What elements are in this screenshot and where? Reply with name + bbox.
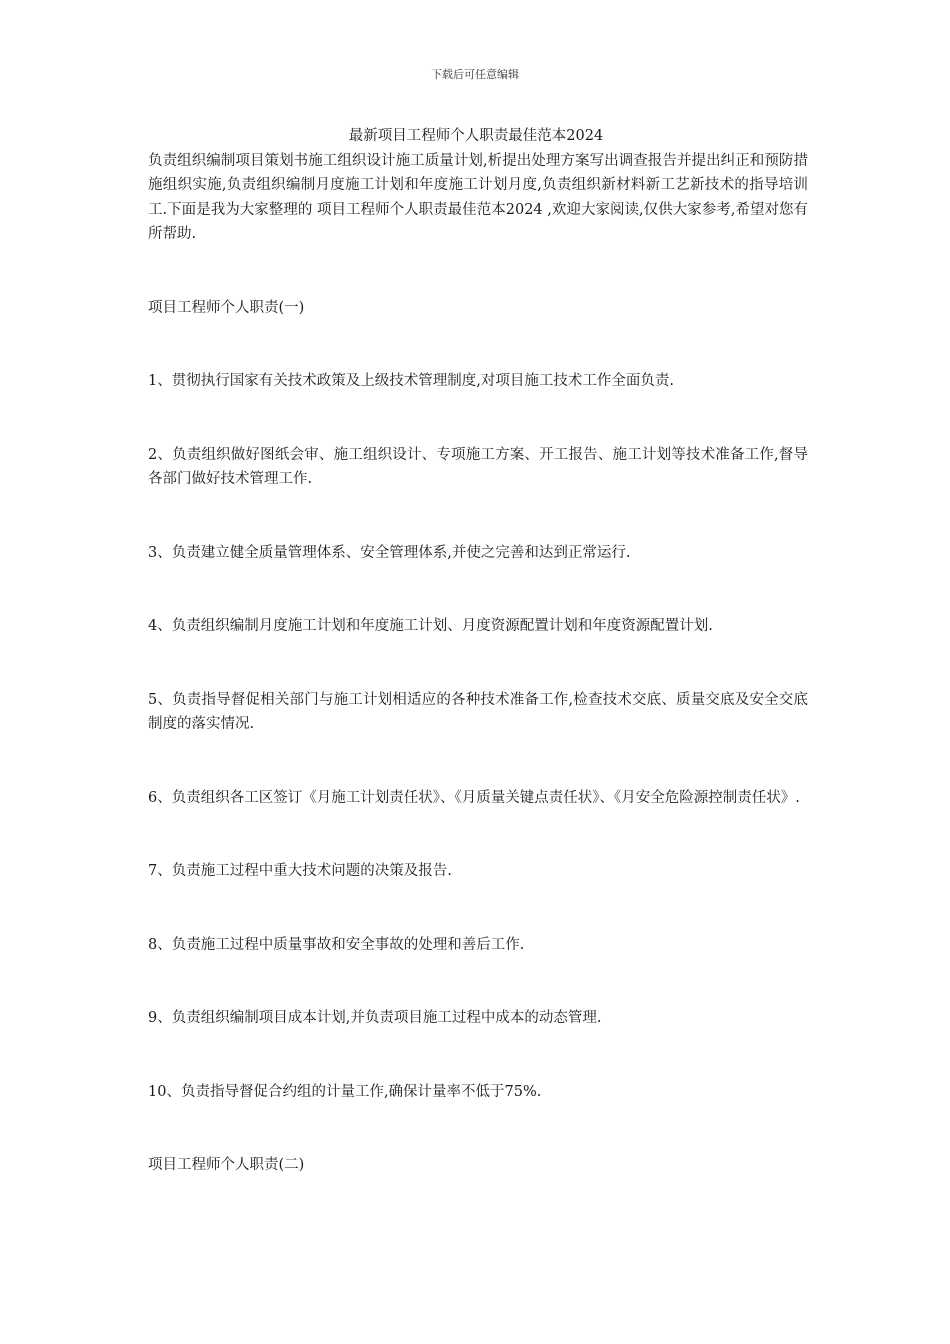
section-heading-2: 项目工程师个人职责(二)	[148, 1157, 305, 1173]
header-note: 下载后可任意编辑	[431, 68, 519, 81]
document-body	[144, 124, 808, 1178]
list-item: 2、负责组织做好图纸会审、施工组织设计、专项施工方案、开工报告、施工计划等技术准备工作,督导各部门做好技术管理工作.	[148, 446, 808, 487]
list-item: 4、负责组织编制月度施工计划和年度施工计划、月度资源配置计划和年度资源配置计划.	[148, 618, 713, 634]
section-heading-1: 项目工程师个人职责(一)	[148, 299, 305, 316]
list-item: 3、负责建立健全质量管理体系、安全管理体系,并使之完善和达到正常运行.	[148, 544, 631, 561]
list-item: 6、负责组织各工区签订《月施工计划责任状》、《月质量关键点责任状》、《月安全危险源控制责任状》.	[148, 789, 800, 806]
list-item: 9、负责组织编制项目成本计划,并负责项目施工过程中成本的动态管理.	[148, 1010, 602, 1026]
document-title: 最新项目工程师个人职责最佳范本2024	[348, 128, 604, 144]
list-item: 8、负责施工过程中质量事故和安全事故的处理和善后工作.	[148, 936, 525, 953]
intro-paragraph: 负责组织编制项目策划书施工组织设计施工质量计划,析提出处理方案写出调查报告并提出纠正和预防措施组织实施,负责组织编制月度施工计划和年度施工计划月度,负责组织新材料新工艺新技术的指导培训工.下面是我为大家整理的 项目工程师个人职责最佳范本2024 ,欢迎大家阅读,仅供大家参考,希望对您有所帮助.	[148, 152, 808, 242]
list-item: 10、负责指导督促合约组的计量工作,确保计量率不低于75%.	[148, 1083, 542, 1100]
list-item: 5、负责指导督促相关部门与施工计划相适应的各种技术准备工作,检查技术交底、质量交底及安全交底制度的落实情况.	[148, 691, 808, 732]
list-item: 7、负责施工过程中重大技术问题的决策及报告.	[148, 863, 452, 879]
list-item: 1、贯彻执行国家有关技术政策及上级技术管理制度,对项目施工技术工作全面负责.	[148, 373, 674, 389]
